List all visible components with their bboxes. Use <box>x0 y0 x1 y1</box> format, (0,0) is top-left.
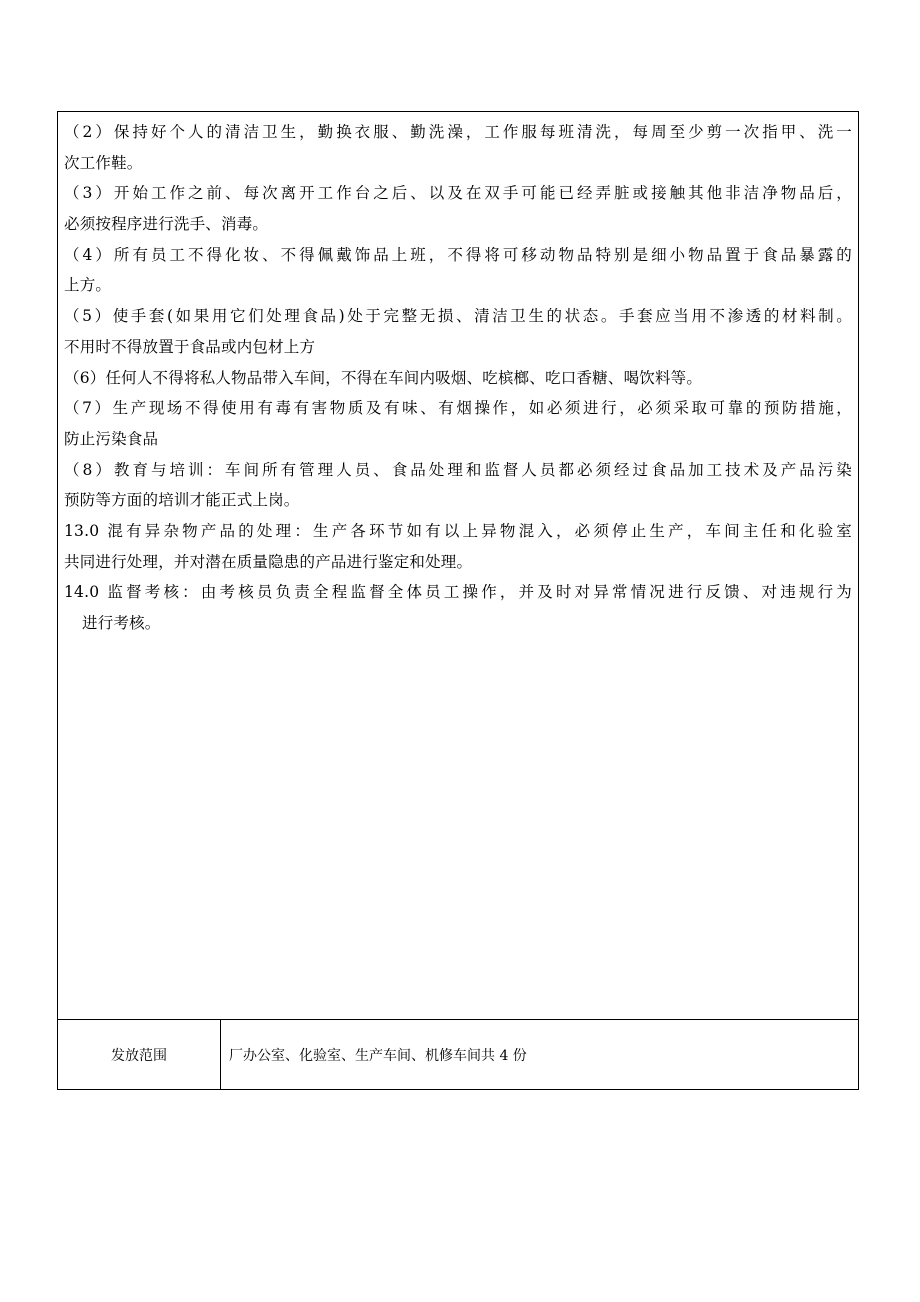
text-line: （4）所有员工不得化妆、不得佩戴饰品上班，不得将可移动物品特别是细小物品置于食品暴露的 <box>64 245 852 264</box>
distribution-row <box>58 1020 858 1089</box>
text-line: 防止污染食品 <box>64 429 159 448</box>
text-line: （3）开始工作之前、每次离开工作台之后、以及在双手可能已经弄脏或接触其他非洁净物品后， <box>64 184 852 203</box>
text-line: 上方。 <box>64 276 112 295</box>
text-line: （7）生产现场不得使用有毒有害物质及有味、有烟操作，如必须进行，必须采取可靠的预防措施， <box>64 399 852 418</box>
text-line: 进行考核。 <box>82 614 161 632</box>
text-line: 14.0 监督考核：由考核员负责全程监督全体员工操作，并及时对异常情况进行反馈、对违规行为 <box>64 583 852 602</box>
text-line: 预防等方面的培训才能正式上岗。 <box>64 491 300 510</box>
text-line: 必须按程序进行洗手、消毒。 <box>64 215 269 234</box>
text-line: （6）任何人不得将私人物品带入车间，不得在车间内吸烟、吃槟榔、吃口香糖、喝饮料等。 <box>64 368 703 387</box>
text-line: 共同进行处理，并对潜在质量隐患的产品进行鉴定和处理。 <box>64 552 473 571</box>
text-line: 次工作鞋。 <box>64 153 143 172</box>
text-line: （8）教育与培训：车间所有管理人员、食品处理和监督人员都必须经过食品加工技术及产品污染 <box>64 460 852 479</box>
document-table <box>57 111 859 1090</box>
distribution-label: 发放范围 <box>58 1020 221 1089</box>
text-line: 13.0 混有异杂物产品的处理：生产各环节如有以上异物混入，必须停止生产，车间主任和化验室 <box>64 521 852 540</box>
text-line: 不用时不得放置于食品或内包材上方 <box>64 337 316 356</box>
distribution-value: 厂办公室、化验室、生产车间、机修车间共 4 份 <box>229 1047 527 1064</box>
text-line: （2）保持好个人的清洁卫生，勤换衣服、勤洗澡，工作服每班清洗，每周至少剪一次指甲、洗一 <box>64 123 852 141</box>
text-line: （5）使手套(如果用它们处理食品)处于完整无损、清洁卫生的状态。手套应当用不渗透的材料制。 <box>64 307 852 326</box>
content-cell <box>58 112 858 1020</box>
